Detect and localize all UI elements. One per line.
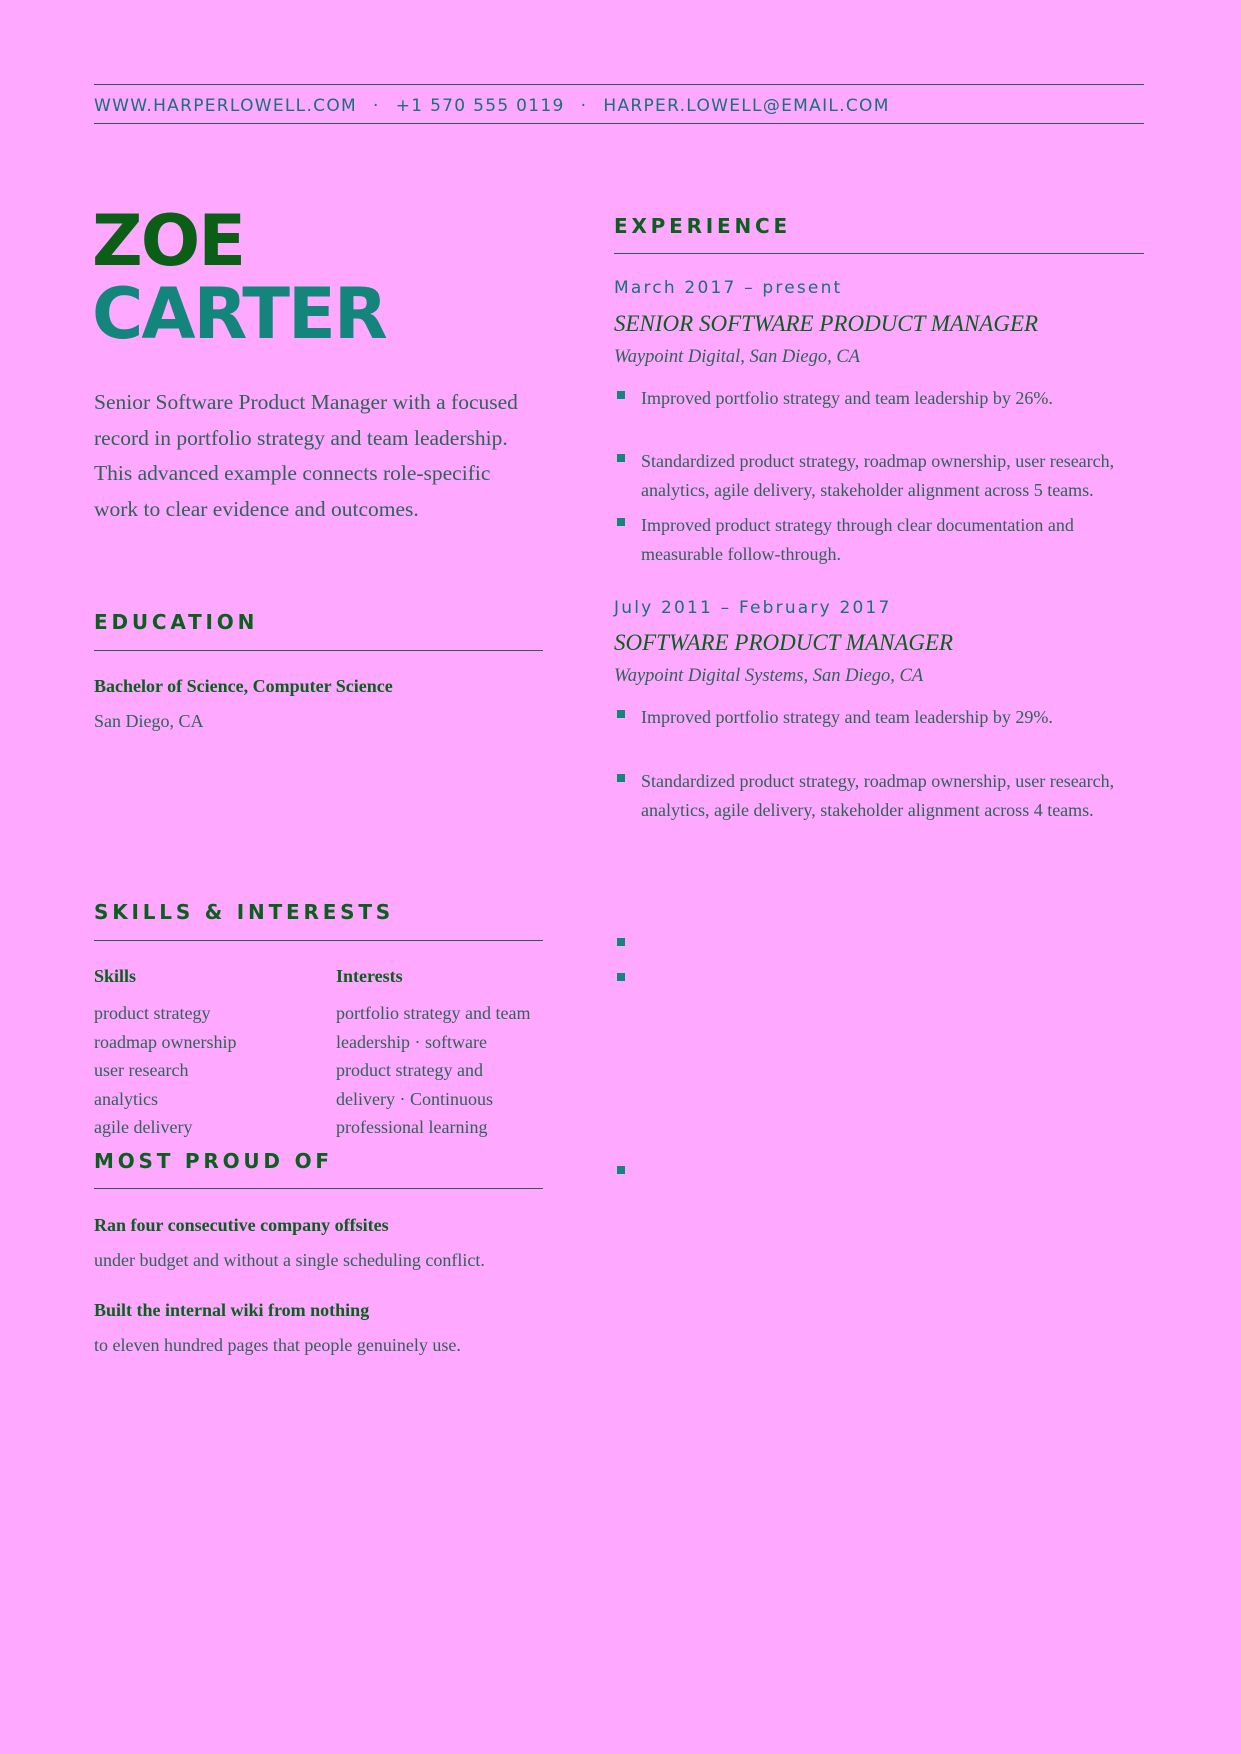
experience-heading: EXPERIENCE	[614, 214, 791, 238]
profile-summary: Senior Software Product Manager with a focused record in portfolio strategy and team leadership. This advanced example connects role-specific work to clear evidence and outcomes.	[94, 390, 518, 521]
job-bullet: Improved portfolio strategy and team leadership by 29%.	[641, 707, 1053, 727]
interest-line: portfolio strategy and team	[336, 1003, 531, 1023]
interest-line: professional learning	[336, 1117, 488, 1137]
skill-item: agile delivery	[94, 1117, 193, 1137]
job-company: Waypoint Digital Systems, San Diego, CA	[614, 666, 924, 686]
education-location: San Diego, CA	[94, 711, 204, 731]
skill-item: roadmap ownership	[94, 1031, 237, 1052]
skills-interests-rule	[94, 940, 543, 941]
job-bullet: Improved portfolio strategy and team leadership by 26%.	[641, 388, 1053, 408]
job-bullet-clipped	[600, 760, 1160, 820]
contact-separator: ·	[372, 96, 380, 116]
skills-interests-heading: SKILLS & INTERESTS	[94, 900, 395, 924]
interest-line: delivery · Continuous	[336, 1088, 493, 1109]
proud-item-heading: Built the internal wiki from nothing	[94, 1300, 370, 1320]
skill-item: product strategy	[94, 1003, 211, 1023]
bullet-marker	[617, 454, 625, 462]
proud-heading: MOST PROUD OF	[94, 1149, 333, 1173]
job-company: Waypoint Digital, San Diego, CA	[614, 347, 860, 367]
interests-subheading: Interests	[336, 966, 403, 986]
job-title: SOFTWARE PRODUCT MANAGER	[614, 630, 954, 655]
proud-rule	[94, 1188, 543, 1189]
bullet-marker	[617, 938, 625, 946]
interest-line: leadership · software	[336, 1031, 487, 1052]
job-dates: July 2011 – February 2017	[614, 598, 892, 618]
education-rule	[94, 650, 543, 651]
proud-item-detail: to eleven hundred pages that people genuinely use.	[94, 1335, 461, 1355]
job-title: SENIOR SOFTWARE PRODUCT MANAGER	[614, 311, 1039, 336]
skills-subheading: Skills	[94, 966, 137, 986]
bullet-marker	[617, 518, 625, 526]
skill-item: analytics	[94, 1088, 158, 1109]
contact-separator: ·	[580, 96, 588, 116]
website-link[interactable]: WWW.HARPERLOWELL.COM	[94, 96, 357, 116]
proud-item-heading: Ran four consecutive company offsites	[94, 1215, 389, 1235]
job-bullet: Improved product strategy through clear documentation and measurable follow-through.	[641, 515, 1074, 564]
contact-top-rule	[94, 84, 1144, 85]
bullet-marker	[617, 973, 625, 981]
email-link[interactable]: HARPER.LOWELL@EMAIL.COM	[603, 96, 890, 116]
interests-list	[336, 999, 551, 1137]
skill-item: user research	[94, 1060, 189, 1080]
bullet-marker	[617, 1166, 625, 1174]
job-bullet: Standardized product strategy, roadmap ownership, user research, analytics, agile delivery, stakeholder alignment across 5 teams.	[641, 451, 1115, 500]
education-heading: EDUCATION	[94, 610, 259, 634]
bullet-marker	[617, 391, 625, 399]
bullet-marker	[617, 710, 625, 718]
experience-rule	[614, 253, 1144, 254]
proud-item-detail: under budget and without a single scheduling conflict.	[94, 1250, 485, 1270]
contact-bottom-rule	[94, 123, 1144, 124]
last-name: CARTER	[92, 273, 386, 355]
skills-list	[94, 999, 324, 1137]
phone-number[interactable]: +1 570 555 0119	[395, 96, 565, 116]
first-name: ZOE	[92, 200, 245, 282]
education-degree: Bachelor of Science, Computer Science	[94, 676, 393, 696]
contact-bar	[94, 96, 1144, 116]
job-dates: March 2017 – present	[614, 278, 843, 298]
job-bullet: Standardized product strategy, roadmap ownership, user research, analytics, agile delivery, stakeholder alignment across 4 teams.	[641, 771, 1115, 820]
interest-line: product strategy and	[336, 1060, 483, 1080]
